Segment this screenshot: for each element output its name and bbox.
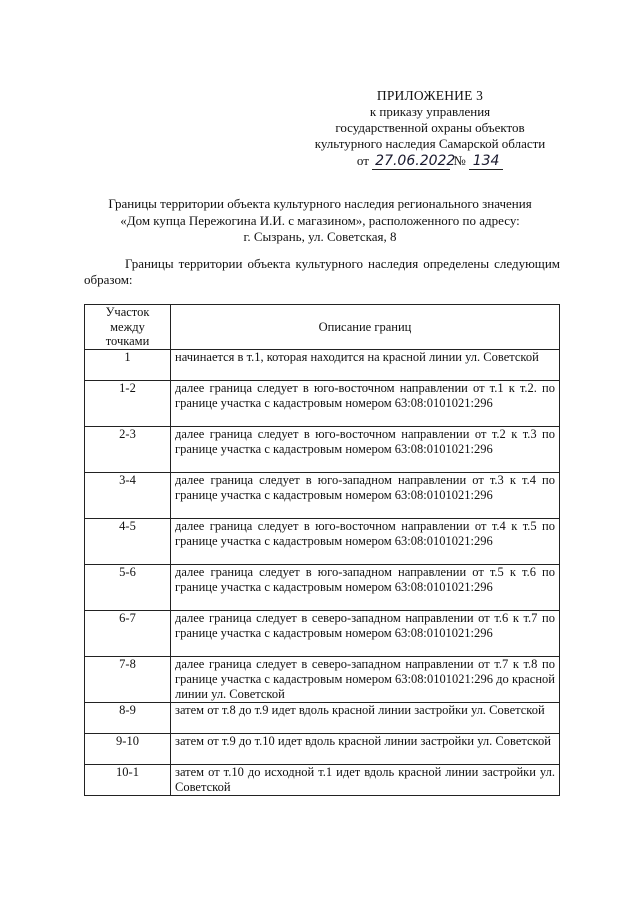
order-number: 134 (469, 154, 503, 170)
heading-line-3: г. Сызрань, ул. Советская, 8 (243, 229, 397, 244)
description-cell: затем от т.8 до т.9 идет вдоль красной линии застройки ул. Советской (171, 703, 560, 734)
table-header-row (85, 305, 560, 350)
segment-cell: 4-5 (85, 519, 171, 565)
description-column-header: Описание границ (171, 305, 560, 350)
segment-cell: 5-6 (85, 565, 171, 611)
description-cell: начинается в т.1, которая находится на красной линии ул. Советской (171, 350, 560, 381)
table-row (85, 381, 560, 427)
table-row (85, 565, 560, 611)
table-row (85, 734, 560, 765)
order-date: 27.06.2022 (372, 154, 450, 170)
segment-column-header: Участок между точками (85, 305, 171, 350)
description-cell: далее граница следует в северо-западном направлении от т.6 к т.7 по границе участка с кадастровым номером 63:08:0101021:296 (171, 611, 560, 657)
description-cell: далее граница следует в северо-западном направлении от т.7 к т.8 по границе участка с кадастровым номером 63:08:0101021:296 до красной линии ул. Советской (171, 657, 560, 703)
segment-cell: 1 (85, 350, 171, 381)
table-row (85, 350, 560, 381)
segment-cell: 7-8 (85, 657, 171, 703)
annex-block (285, 88, 575, 170)
heading-line-2: «Дом купца Пережогина И.И. с магазином», расположенного по адресу: (120, 212, 520, 228)
description-cell: далее граница следует в юго-западном направлении от т.3 к т.4 по границе участка с кадастровым номером 63:08:0101021:296 (171, 473, 560, 519)
heading-line-1: Границы территории объекта культурного наследия регионального значения (108, 196, 532, 211)
boundaries-table (84, 304, 560, 796)
annex-line-3: культурного наследия Самарской области (314, 136, 546, 151)
description-cell: далее граница следует в юго-восточном направлении от т.1 к т.2. по границе участка с кадастровым номером 63:08:0101021:296 (171, 381, 560, 427)
segment-cell: 9-10 (85, 734, 171, 765)
description-cell: далее граница следует в юго-восточном направлении от т.4 к т.5 по границе участка с кадастровым номером 63:08:0101021:296 (171, 519, 560, 565)
table-row (85, 473, 560, 519)
segment-cell: 6-7 (85, 611, 171, 657)
description-cell: далее граница следует в юго-восточном направлении от т.2 к т.3 по границе участка с кадастровым номером 63:08:0101021:296 (171, 427, 560, 473)
description-cell: затем от т.10 до исходной т.1 идет вдоль красной линии застройки ул. Советской (171, 765, 560, 796)
description-cell: затем от т.9 до т.10 идет вдоль красной линии застройки ул. Советской (171, 734, 560, 765)
table-row (85, 427, 560, 473)
description-cell: далее граница следует в юго-западном направлении от т.5 к т.6 по границе участка с кадастровым номером 63:08:0101021:296 (171, 565, 560, 611)
document-heading (70, 196, 570, 246)
intro-paragraph: Границы территории объекта культурного наследия определены следующим образом: (84, 256, 560, 287)
segment-cell: 8-9 (85, 703, 171, 734)
table-row (85, 657, 560, 703)
annex-title: ПРИЛОЖЕНИЕ 3 (376, 88, 484, 103)
segment-cell: 2-3 (85, 427, 171, 473)
table-row (85, 519, 560, 565)
segment-cell: 1-2 (85, 381, 171, 427)
segment-cell: 10-1 (85, 765, 171, 796)
annex-line-1: к приказу управления (369, 104, 491, 119)
from-label: от (356, 153, 369, 168)
table-row (85, 611, 560, 657)
table-row (85, 765, 560, 796)
table-row (85, 703, 560, 734)
number-label: № (453, 153, 466, 168)
segment-cell: 3-4 (85, 473, 171, 519)
order-reference (285, 153, 575, 170)
annex-line-2: государственной охраны объектов (335, 120, 525, 135)
